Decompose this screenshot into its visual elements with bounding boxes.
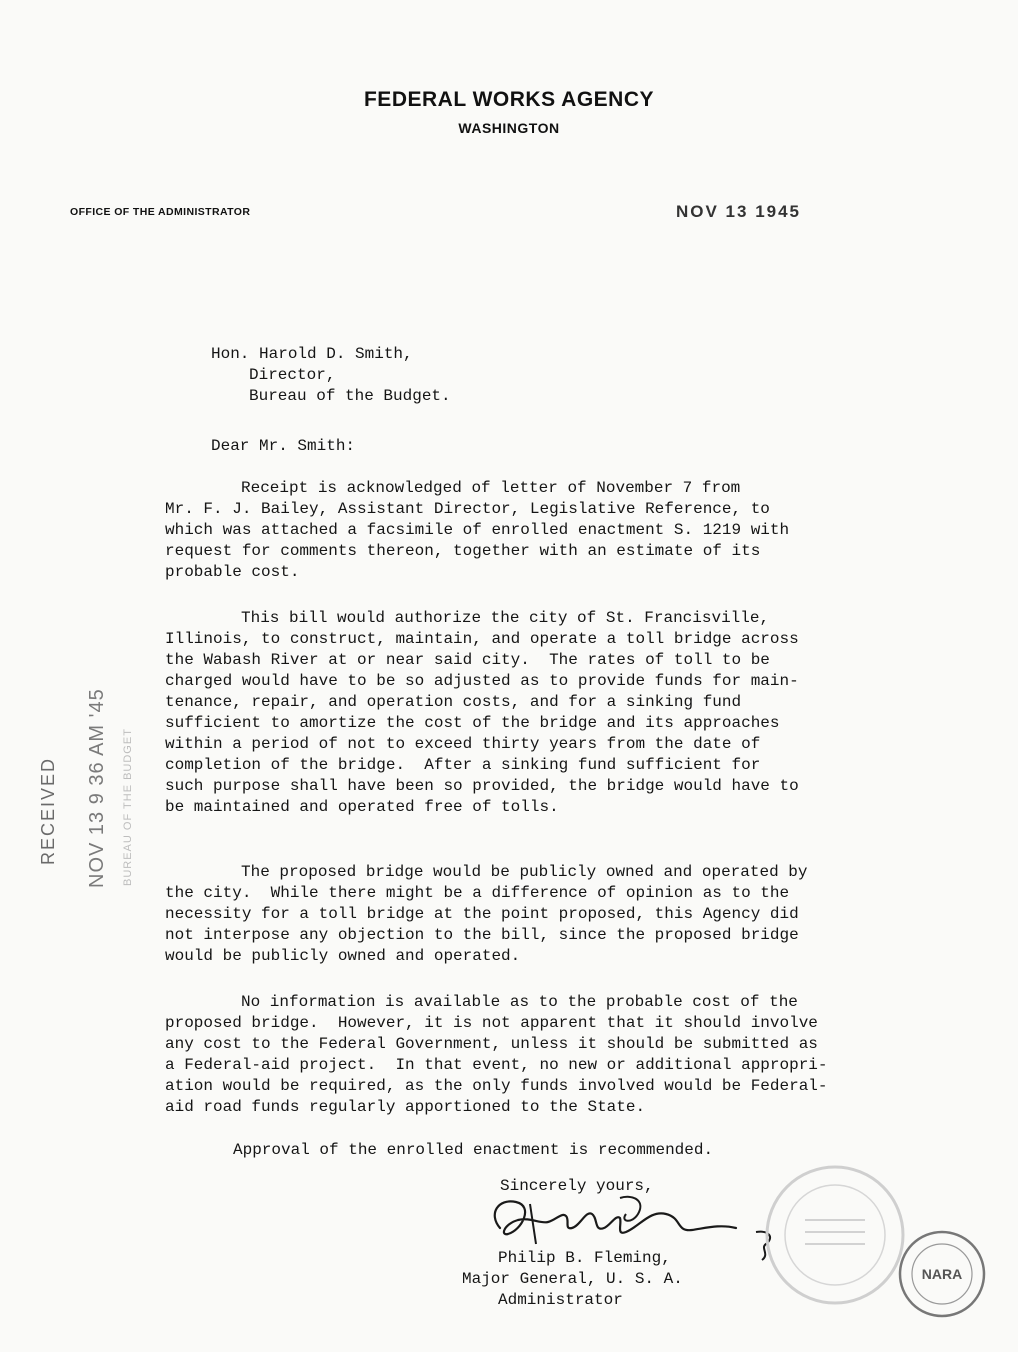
paragraph-line: tenance, repair, and operation costs, and for a sinking fund [165,693,742,711]
paragraph-line: probable cost. [165,563,300,581]
paragraph-line: proposed bridge. However, it is not apparent that it should involve [165,1014,818,1032]
nara-seal [896,1228,988,1320]
paragraph-line: any cost to the Federal Government, unless it should be submitted as [165,1035,818,1053]
paragraph-line: Receipt is acknowledged of letter of November 7 from [241,479,741,497]
paragraph-line: completion of the bridge. After a sinking fund sufficient for [165,756,761,774]
addressee-block [211,344,451,407]
paragraph-line: the city. While there might be a difference of opinion as to the [165,884,790,902]
closing-sentence: Approval of the enrolled enactment is recommended. [233,1141,714,1159]
paragraph-line: would be publicly owned and operated. [165,947,521,965]
paragraph-1 [165,478,789,583]
paragraph-line: aid road funds regularly apportioned to the State. [165,1098,646,1116]
signature-block [462,1248,683,1311]
letterhead-city: WASHINGTON [458,120,560,136]
paragraph-line: necessity for a toll bridge at the point proposed, this Agency did [165,905,799,923]
received-word: RECEIVED [38,756,58,865]
received-datetime: NOV 13 9 36 AM '45 [86,688,108,888]
received-agency: BUREAU OF THE BUDGET [122,728,134,886]
paragraph-2 [165,608,799,818]
signer-name: Philip B. Fleming, [498,1249,671,1267]
addressee-name: Hon. Harold D. Smith, [211,345,413,363]
paragraph-line: The proposed bridge would be publicly owned and operated by [241,863,808,881]
paragraph-line: No information is available as to the probable cost of the [241,993,798,1011]
paragraph-line: Mr. F. J. Bailey, Assistant Director, Legislative Reference, to [165,500,770,518]
paragraph-line: be maintained and operated free of tolls. [165,798,559,816]
signer-rank: Major General, U. S. A. [462,1270,683,1288]
paragraph-line: which was attached a facsimile of enrolled enactment S. 1219 with [165,521,790,539]
paragraph-3 [165,862,808,967]
date-stamp: NOV 13 1945 [676,202,802,221]
library-seal-faint [760,1160,910,1310]
letterhead-agency: FEDERAL WORKS AGENCY [363,88,654,111]
paragraph-4 [165,992,828,1118]
paragraph-line: Illinois, to construct, maintain, and operate a toll bridge across [165,630,799,648]
paragraph-line: request for comments thereon, together with an estimate of its [165,542,761,560]
paragraph-line: ation would be required, as the only funds involved would be Federal- [165,1077,828,1095]
complimentary-close: Sincerely yours, [500,1177,654,1195]
paragraph-line: sufficient to amortize the cost of the bridge and its approaches [165,714,780,732]
paragraph-line: the Wabash River at or near said city. The rates of toll to be [165,651,770,669]
paragraph-line: a Federal-aid project. In that event, no new or additional appropri- [165,1056,828,1074]
paragraph-line: This bill would authorize the city of St. Francisville, [241,609,770,627]
salutation: Dear Mr. Smith: [211,437,356,455]
paragraph-line: within a period of not to exceed thirty years from the date of [165,735,761,753]
received-stamp [20,660,134,890]
paragraph-line: not interpose any objection to the bill, since the proposed bridge [165,926,799,944]
letterhead-office: OFFICE OF THE ADMINISTRATOR [70,206,251,218]
addressee-title: Director, [249,366,336,384]
paragraph-line: charged would have to be so adjusted as to provide funds for main- [165,672,799,690]
paragraph-line: such purpose shall have been so provided, the bridge would have to [165,777,799,795]
signer-title: Administrator [498,1291,623,1309]
addressee-org: Bureau of the Budget. [249,387,451,405]
nara-label: NARA [921,1266,963,1282]
